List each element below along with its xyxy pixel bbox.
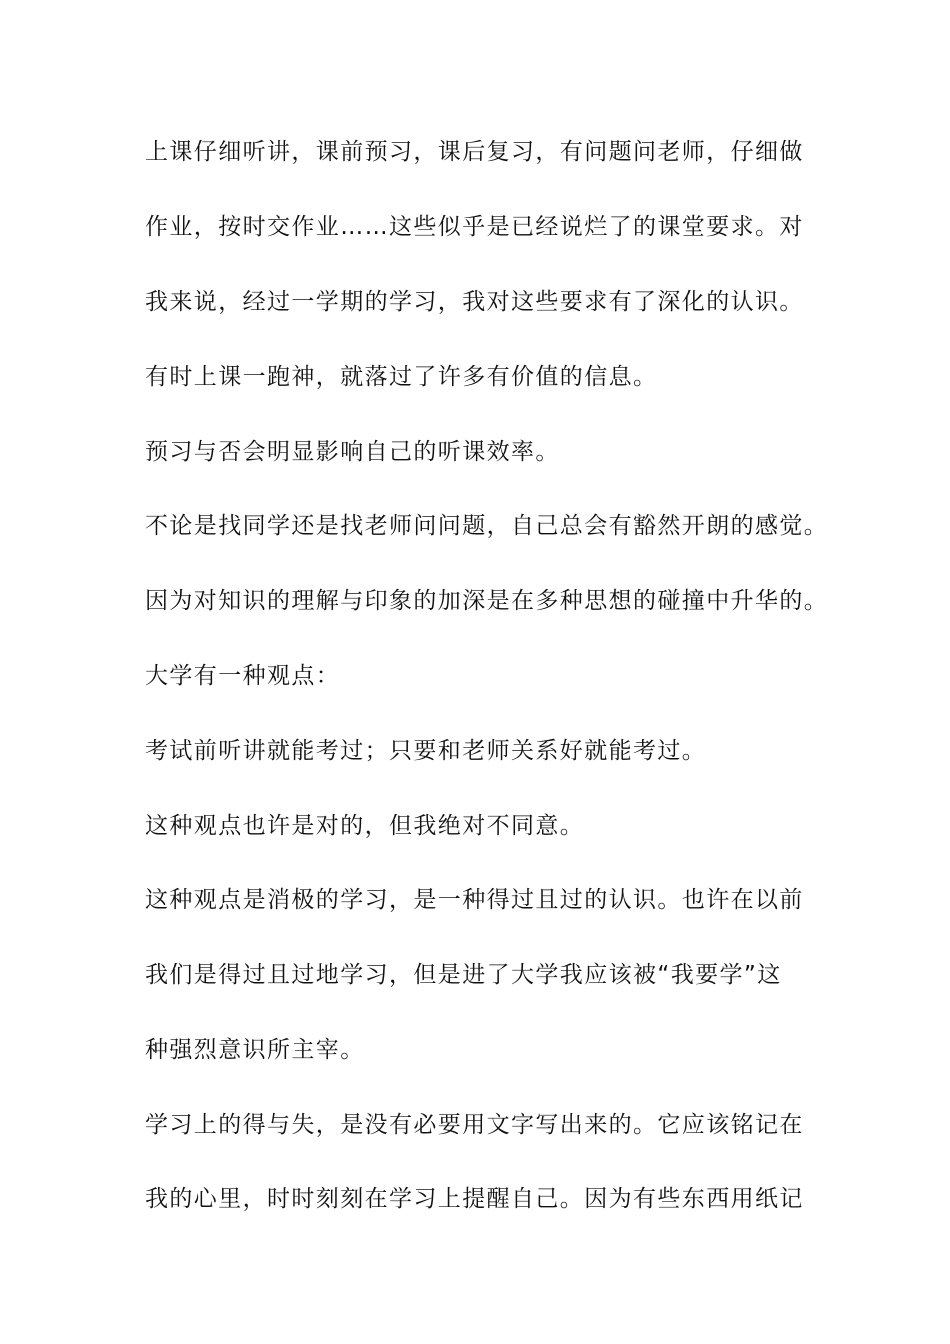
text-line: 上课仔细听讲，课前预习，课后复习，有问题问老师，仔细做 [145,139,804,165]
text-line: 不论是找同学还是找老师问问题，自己总会有豁然开朗的感觉。 [145,513,829,539]
text-line: 这种观点是消极的学习，是一种得过且过的认识。也许在以前 [145,887,804,913]
text-line: 我来说，经过一学期的学习，我对这些要求有了深化的认识。 [145,289,804,315]
text-line: 作业，按时交作业……这些似乎是已经说烂了的课堂要求。对 [145,214,804,240]
text-line: 预习与否会明显影响自己的听课效率。 [145,439,560,465]
text-line: 我们是得过且过地学习，但是进了大学我应该被“我要学”这 [145,962,782,988]
text-line: 这种观点也许是对的，但我绝对不同意。 [145,813,585,839]
text-line: 考试前听讲就能考过；只要和老师关系好就能考过。 [145,738,707,764]
text-line: 我的心里，时时刻刻在学习上提醒自己。因为有些东西用纸记 [145,1186,804,1212]
text-line: 因为对知识的理解与印象的加深是在多种思想的碰撞中升华的。 [145,588,829,614]
text-line: 有时上课一跑神，就落过了许多有价值的信息。 [145,364,658,390]
text-line: 大学有一种观点： [145,663,341,689]
text-line: 学习上的得与失，是没有必要用文字写出来的。它应该铭记在 [145,1112,804,1138]
text-line: 种强烈意识所主宰。 [145,1037,365,1063]
